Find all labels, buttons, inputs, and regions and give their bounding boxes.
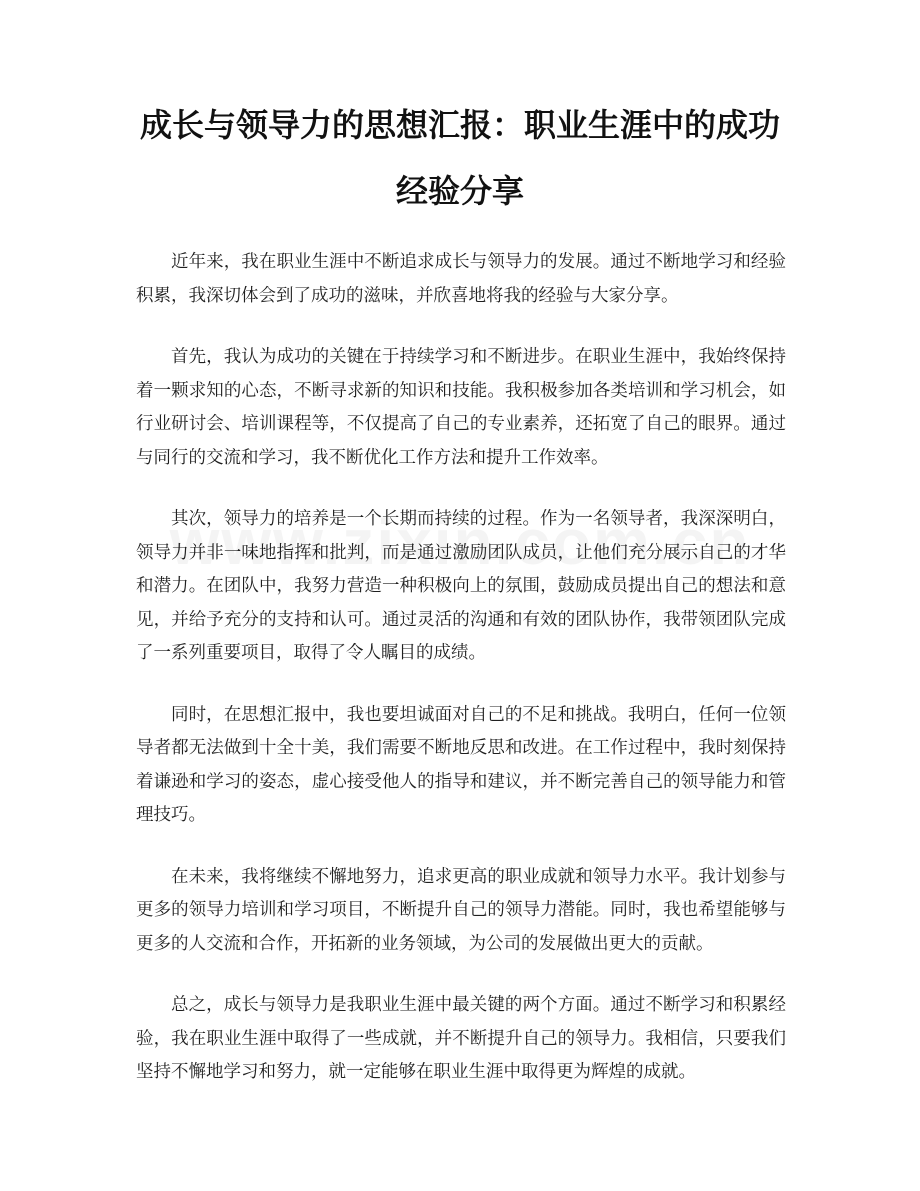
paragraph: 在未来，我将继续不懈地努力，追求更高的职业成就和领导力水平。我计划参与更多的领导力培训和学习项目，不断提升自己的领导力潜能。同时，我也希望能够与更多的人交流和合作，开拓新的业务领域，为公司的发展做出更大的贡献。 [136,866,786,954]
document-title: 成长与领导力的思想汇报：职业生涯中的成功经验分享 [139,106,780,210]
paragraph: 总之，成长与领导力是我职业生涯中最关键的两个方面。通过不断学习和积累经验，我在职业生涯中取得了一些成就，并不断提升自己的领导力。我相信，只要我们坚持不懈地学习和努力，就一定能够在职业生涯中取得更为辉煌的成就。 [136,995,786,1082]
document-body [136,246,786,1118]
paragraph: 首先，我认为成功的关键在于持续学习和不断进步。在职业生涯中，我始终保持着一颗求知的心态，不断寻求新的知识和技能。我积极参加各类培训和学习机会，如行业研讨会、培训课程等，不仅提高了自己的专业素养，还拓宽了自己的眼界。通过与同行的交流和学习，我不断优化工作方法和提升工作效率。 [136,347,786,468]
paragraph: 其次，领导力的培养是一个长期而持续的过程。作为一名领导者，我深深明白，领导力并非一味地指挥和批判，而是通过激励团队成员，让他们充分展示自己的才华和潜力。在团队中，我努力营造一种积极向上的氛围，鼓励成员提出自己的想法和意见，并给予充分的支持和认可。通过灵活的沟通和有效的团队协作，我带领团队完成了一系列重要项目，取得了令人瞩目的成绩。 [136,509,786,663]
paragraph: 近年来，我在职业生涯中不断追求成长与领导力的发展。通过不断地学习和经验积累，我深切体会到了成功的滋味，并欣喜地将我的经验与大家分享。 [136,252,786,306]
paragraph: 同时，在思想汇报中，我也要坦诚面对自己的不足和挑战。我明白，任何一位领导者都无法做到十全十美，我们需要不断地反思和改进。在工作过程中，我时刻保持着谦逊和学习的姿态，虚心接受他人的指导和建议，并不断完善自己的领导能力和管理技巧。 [136,704,786,825]
